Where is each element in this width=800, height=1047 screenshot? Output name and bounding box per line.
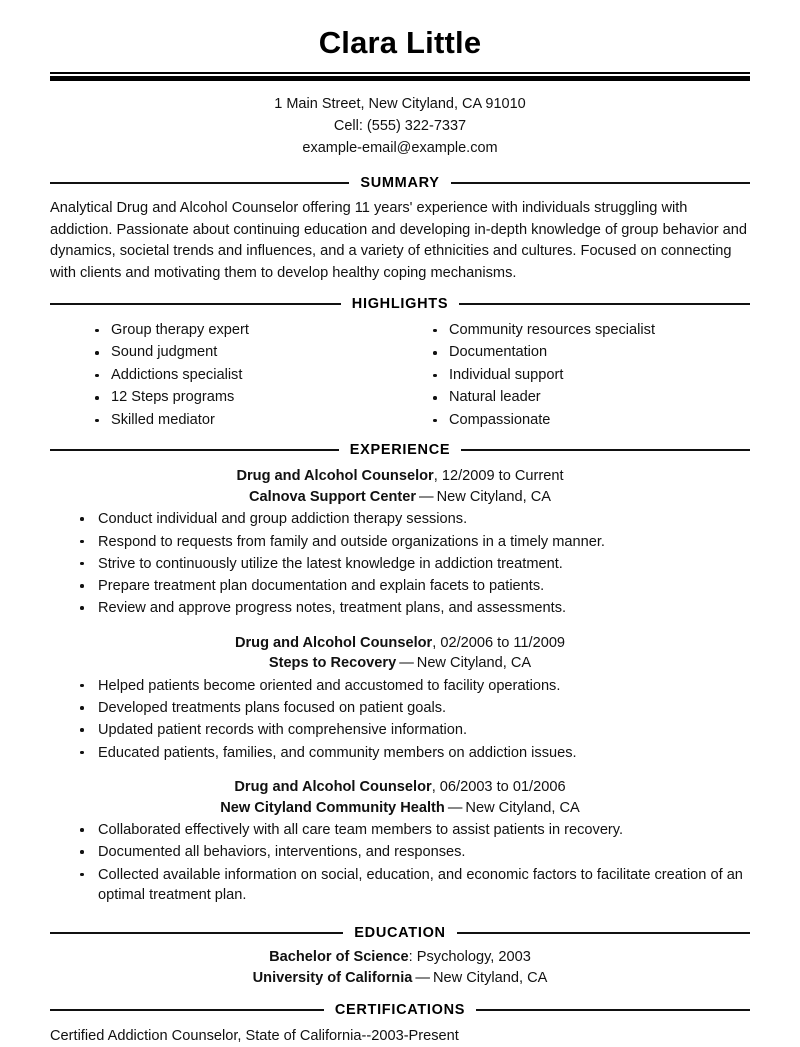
section-header-summary xyxy=(50,175,750,191)
section-title: EDUCATION xyxy=(354,924,446,941)
section-header-certifications xyxy=(50,1002,750,1018)
experience-entry xyxy=(50,775,750,906)
summary-text: Analytical Drug and Alcohol Counselor offering 11 years' experience with individuals struggling with addiction. Passionate about continuing education and developing in-depth knowledge of group behavior and dynamics, societal trends and influences, and a variety of ethnicities and cultures. Focused on connecting with clients and motivating them to develop healthy coping mechanisms. xyxy=(50,200,747,281)
list-item: Collected available information on social, education, and economic factors to facilitate creation of an optimal treatment plan. xyxy=(76,865,750,906)
header-divider xyxy=(50,72,750,81)
job-location: New Cityland, CA xyxy=(416,655,532,672)
job-company-line xyxy=(50,798,750,819)
separator-dash: — xyxy=(419,488,434,505)
rule-right xyxy=(457,932,750,934)
education-degree-detail: : Psychology, 2003 xyxy=(408,948,531,965)
rule-right xyxy=(476,1009,750,1011)
job-company-line xyxy=(50,653,750,674)
certification-text: Certified Addiction Counselor, State of California--2003-Present xyxy=(50,1027,459,1044)
rule-left xyxy=(50,932,343,934)
job-location: New Cityland, CA xyxy=(465,799,580,816)
section-spacer xyxy=(50,989,750,995)
job-company: New Cityland Community Health xyxy=(220,799,445,816)
job-title-line xyxy=(50,777,750,798)
education-location: New Cityland, CA xyxy=(433,969,548,986)
education-school-line xyxy=(50,968,750,989)
job-bullets xyxy=(50,676,750,763)
rule-left xyxy=(50,303,341,305)
section-title: EXPERIENCE xyxy=(349,441,451,458)
list-item: Sound judgment xyxy=(92,343,400,363)
contact-address: 1 Main Street, New Cityland, CA 91010 xyxy=(274,96,526,113)
entry-spacer xyxy=(50,621,750,631)
list-item: Conduct individual and group addiction therapy sessions. xyxy=(76,509,750,530)
list-item: Documented all behaviors, interventions, and responses. xyxy=(76,842,750,863)
job-bullets xyxy=(50,820,750,906)
contact-block xyxy=(50,93,750,168)
job-company-line xyxy=(50,487,750,508)
highlights-column-left xyxy=(50,321,400,433)
job-bullets xyxy=(50,509,750,619)
rule-left xyxy=(50,1009,324,1011)
list-item: Respond to requests from family and outside organizations in a timely manner. xyxy=(76,532,750,553)
section-header-highlights xyxy=(50,296,750,312)
section-header-experience xyxy=(50,442,750,458)
list-item: Collaborated effectively with all care team members to assist patients in recovery. xyxy=(76,820,750,841)
list-item: 12 Steps programs xyxy=(92,388,400,408)
list-item: Prepare treatment plan documentation and explain facets to patients. xyxy=(76,576,750,597)
rule-right xyxy=(459,303,750,305)
rule-left xyxy=(50,182,349,184)
education-degree-line xyxy=(50,947,750,968)
list-item: Community resources specialist xyxy=(430,321,750,341)
header-divider-thin xyxy=(50,72,750,74)
education-degree: Bachelor of Science xyxy=(269,948,409,965)
job-company: Calnova Support Center xyxy=(249,488,417,505)
list-item: Developed treatments plans focused on patient goals. xyxy=(76,698,750,719)
list-item: Helped patients become oriented and accustomed to facility operations. xyxy=(76,676,750,697)
list-item: Documentation xyxy=(430,343,750,363)
list-item: Strive to continuously utilize the latest knowledge in addiction treatment. xyxy=(76,554,750,575)
list-item: Natural leader xyxy=(430,388,750,408)
rule-left xyxy=(50,449,339,451)
job-dates: , 06/2003 to 01/2006 xyxy=(431,778,566,795)
list-item: Educated patients, families, and community members on addiction issues. xyxy=(76,743,750,764)
contact-phone: Cell: (555) 322-7337 xyxy=(333,118,467,135)
separator-dash: — xyxy=(447,799,463,816)
job-dates: , 02/2006 to 11/2009 xyxy=(432,634,566,651)
section-spacer xyxy=(50,908,750,918)
section-header-education xyxy=(50,925,750,941)
job-location: New Cityland, CA xyxy=(436,488,551,505)
job-title-line xyxy=(50,466,750,487)
list-item: Compassionate xyxy=(430,411,750,431)
list-item: Review and approve progress notes, treatment plans, and assessments. xyxy=(76,598,750,619)
rule-right xyxy=(451,182,750,184)
job-title: Drug and Alcohol Counselor xyxy=(234,634,433,651)
list-item: Skilled mediator xyxy=(92,411,400,431)
contact-email: example-email@example.com xyxy=(302,140,498,157)
section-title: SUMMARY xyxy=(360,175,440,192)
job-title-line xyxy=(50,633,750,654)
candidate-name: Clara Little xyxy=(318,25,482,60)
list-item: Individual support xyxy=(430,366,750,386)
job-title: Drug and Alcohol Counselor xyxy=(234,778,432,795)
entry-spacer xyxy=(50,765,750,775)
list-item: Updated patient records with comprehensive information. xyxy=(76,720,750,741)
section-title: CERTIFICATIONS xyxy=(334,1001,466,1018)
rule-right xyxy=(461,449,750,451)
list-item: Addictions specialist xyxy=(92,366,400,386)
education-school: University of California xyxy=(252,969,413,986)
separator-dash: — xyxy=(415,969,430,986)
highlights-list xyxy=(50,318,750,435)
job-title: Drug and Alcohol Counselor xyxy=(236,467,434,484)
section-title: HIGHLIGHTS xyxy=(351,295,449,312)
highlights-column-right xyxy=(400,321,750,433)
header-divider-thick xyxy=(50,76,750,81)
list-item: Group therapy expert xyxy=(92,321,400,341)
job-dates: , 12/2009 to Current xyxy=(433,467,564,484)
experience-entry xyxy=(50,631,750,764)
separator-dash: — xyxy=(399,655,414,672)
job-company: Steps to Recovery xyxy=(268,655,397,672)
experience-entry xyxy=(50,464,750,619)
